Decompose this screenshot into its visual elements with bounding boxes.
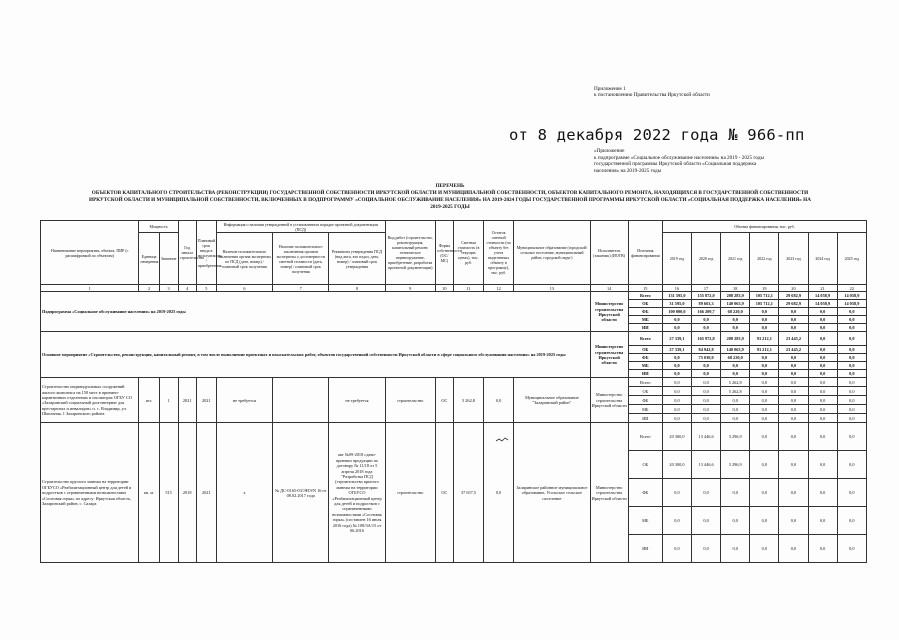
funding-source: Всего [628,378,662,387]
funding-value: 208 283,9 [721,292,750,300]
funding-value: 0,0 [750,354,779,362]
funding-value: 0,0 [808,414,837,423]
funding-value: 0,0 [837,405,866,414]
object-ownership: ОС [435,378,453,423]
funding-value: 0,0 [750,535,779,563]
column-number: 16 [662,285,691,292]
funding-value: 0,0 [721,479,750,507]
col-header-name: Наименование мероприятия, объекта, ПИР (с расшифровкой по объектам) [41,221,139,285]
column-number: 2 [139,285,159,292]
col-header-estimate: Сметная стоимость (в текущих ценах), тыс. руб. [453,221,483,285]
funding-value: 0,0 [662,316,691,324]
funding-value: 14 058,9 [808,300,837,308]
col-header-docs-b: Наличие положительного заключения органов экспертизы о достоверности сметной стоимости (дата, номер) / плановый срок получения [273,233,329,285]
col-header-remaining: Остаток сметной стоимости (по объекту без учета выделенных объекту в программу), тыс. руб. [484,221,514,285]
funding-value: 93 212,1 [750,346,779,354]
funding-value: 0,0 [721,535,750,563]
funding-value: 23 445,2 [779,346,808,354]
funding-value: 0,0 [779,354,808,362]
funding-value: 5 262,8 [721,387,750,396]
col-header-start-year: Год начала строительства [178,221,196,285]
column-number: 12 [484,285,514,292]
funding-value: 0,0 [692,370,721,378]
funding-value: 0,0 [808,507,837,535]
funding-value: 0,0 [692,507,721,535]
appendix-line: к подпрограмме «Социальное обслуживание населения» на 2019 - 2025 годы [594,154,764,161]
column-number: 15 [628,285,662,292]
funding-value: 140 063,9 [721,346,750,354]
funding-value: 0,0 [692,414,721,423]
funding-value: 0,0 [750,370,779,378]
funding-value: 0,0 [662,387,691,396]
funding-value: 0,0 [837,378,866,387]
funding-value: 5 262,8 [721,378,750,387]
column-number: 17 [692,285,721,292]
column-number: 13 [514,285,590,292]
column-number: 10 [435,285,453,292]
section-executor: Министерство строительства Иркутской области [590,292,628,332]
object-value: 515 [159,423,178,563]
funding-value: 131 595,0 [662,292,691,300]
funding-value: 0,0 [750,451,779,479]
funding-value: 0,0 [779,479,808,507]
funding-value: 0,0 [662,396,691,405]
funding-value: 0,0 [662,378,691,387]
funding-value: 105 712,1 [750,292,779,300]
object-estimate: 5 262,8 [453,378,483,423]
funding-value: 0,0 [779,362,808,370]
object-docs-c: не требуется [329,378,385,423]
funding-value: 0,0 [837,451,866,479]
col-header-municipality: Муниципальное образование (городской/сельское поселение, муниципальный район, городской округ) [514,221,590,285]
col-header-docs-c: Реквизиты утверждения ПСД (вид акта, кто издал, дата, номер) / плановый срок утверждения [329,233,385,285]
funding-value: 0,0 [808,308,837,316]
col-header-capacity: Мощность [139,221,178,233]
funding-value: 155 872,0 [692,292,721,300]
title-line: ОБЪЕКТОВ КАПИТАЛЬНОГО СТРОИТЕЛЬСТВА (РЕКОНСТРУКЦИИ) ГОСУДАРСТВЕННОЙ СОБСТВЕННОСТИ ИРКУТСКОЙ ОБЛАСТИ И МУНИЦИПАЛЬНОЙ СОБСТВЕННОСТИ, ОБЪЕКТОВ КАПИТАЛЬНОГО РЕМОНТА, НАХОДЯЩИХСЯ В ГОСУДАРСТВЕННОЙ СОБСТВЕННОСТИ [91,190,809,196]
column-number: 7 [273,285,329,292]
funding-source: Всего [628,292,662,300]
object-start-year: 2021 [178,378,196,423]
col-header-docs: Информация о наличии утвержденной в установленном порядке проектной документации (ПСД) [216,221,385,233]
funding-value: 0,0 [837,346,866,354]
appendix-line: «Приложение [594,148,625,154]
object-docs-a: х [216,423,272,563]
object-name: Строительство индивидуальных сооружений жилого комплекса на 150 мест в приемно-карантинных отделениях и изоляторах ОГБУ СО «Заларинский социальный дом-интернат для престарелых и инвалидов» п. с. Владимир, ул. Школьная, 1 Заларинского района [41,378,139,423]
funding-value: 0,0 [662,507,691,535]
object-name: Строительство круглого манежа на территории ОГБУСО «Реабилитационный центр для детей и подростков с ограниченными возможностями «Сосновая горка» по адресу: Иркутская область, Заларинский район, с. Сахара [41,423,139,563]
table-row [41,332,867,346]
funding-value: 0,0 [779,535,808,563]
appendix-line: населения» на 2019-2025 годы [594,167,662,174]
funding-value: 0,0 [779,387,808,396]
funding-value: 29 682,9 [779,300,808,308]
funding-value: 0,0 [837,316,866,324]
funding-value: 0,0 [808,405,837,414]
object-docs-a: не требуется [216,378,272,423]
funding-value: 0,0 [837,387,866,396]
funding-value: 0,0 [837,423,866,451]
funding-value: 29 682,9 [779,292,808,300]
funding-value: 23 445,2 [779,332,808,346]
column-number: 20 [779,285,808,292]
funding-value: 20 300,0 [662,423,691,451]
object-start-year: 2018 [178,423,196,563]
funding-value: 0,0 [808,362,837,370]
section-name: Основное мероприятие «Строительство, реконструкция, капитальный ремонт, в том числе выполнение проектных и изыскательских работ, объектов государственной собственности Иркутской области в сфере социального обслуживания населения» на 2019-2025 годы [41,332,591,378]
funding-value: 0,0 [837,354,866,362]
funding-value: 31 595,0 [662,300,691,308]
column-number: 5 [196,285,216,292]
column-number: 21 [808,285,837,292]
title-line: ПЕРЕЧЕНЬ [435,183,465,189]
appendix-line: к постановлению Правительства Иркутской области [594,92,710,99]
table-row [41,378,867,387]
funding-value: 0,0 [692,316,721,324]
funding-value: 0,0 [721,362,750,370]
column-number: 14 [590,285,628,292]
col-header-source: Источник финансирования [628,221,662,285]
funding-value: 0,0 [692,387,721,396]
funding-value: 0,0 [779,396,808,405]
funding-value: 0,0 [779,308,808,316]
table-row [41,423,867,451]
funding-value: 14 058,9 [837,300,866,308]
column-number: 11 [453,285,483,292]
funding-value: 14 058,9 [837,292,866,300]
funding-value: 68 220,0 [721,354,750,362]
funding-value: 0,0 [692,324,721,332]
subprogram-appendix-header [594,148,794,174]
funding-source: ОБ [628,451,662,479]
section-executor: Министерство строительства Иркутской области [590,332,628,378]
funding-value: 0,0 [808,332,837,346]
funding-value: 27 339,1 [662,332,691,346]
funding-value: 14 058,9 [808,292,837,300]
funding-value: 0,0 [808,316,837,324]
funding-value: 0,0 [750,378,779,387]
funding-value: 0,0 [808,396,837,405]
funding-value: 13 446,6 [692,423,721,451]
funding-value: 0,0 [779,423,808,451]
funding-value: 0,0 [808,346,837,354]
funding-value: 0,0 [837,479,866,507]
funding-source: МБ [628,507,662,535]
col-header-year: 2022 год [750,233,779,285]
column-number: 22 [837,285,866,292]
funding-source: ФБ [628,308,662,316]
funding-value: 0,0 [750,362,779,370]
funding-value: 0,0 [662,324,691,332]
title-line: ИРКУТСКОЙ ОБЛАСТИ И МУНИЦИПАЛЬНОЙ СОБСТВЕННОСТИ, ВКЛЮЧЕННЫХ В ПОДПРОГРАММУ «СОЦИАЛЬНОЕ ОБСЛУЖИВАНИЕ НАСЕЛЕНИЯ» НА 2019-2024 ГОДЫ ГОСУДАРСТВЕННОЙ ПРОГРАММЫ ИРКУТСКОЙ ОБЛАСТИ «СОЦИАЛЬНАЯ ПОДДЕРЖКА НАСЕЛЕНИЯ» НА [89,197,811,203]
funding-value: 0,0 [808,451,837,479]
funding-value: 0,0 [808,387,837,396]
column-number: 6 [216,285,272,292]
funding-source: ОБ [628,387,662,396]
funding-value: 0,0 [779,507,808,535]
object-remaining: 0,0 [484,378,514,423]
funding-source: ИИ [628,324,662,332]
funding-value: 68 220,0 [721,308,750,316]
funding-value: 0,0 [692,396,721,405]
funding-value: 105 712,1 [750,300,779,308]
funding-value: 0,0 [837,370,866,378]
object-value: 1 [159,378,178,423]
funding-source: МБ [628,362,662,370]
column-numbers-row [41,285,867,292]
object-plan-year: 2021 [196,378,216,423]
table-row [41,292,867,300]
pen-mark-icon [495,437,509,443]
funding-value: 0,0 [662,362,691,370]
col-header-year: 2021 год [721,233,750,285]
funding-value: 166 209,7 [692,308,721,316]
funding-source: МБ [628,405,662,414]
funding-source: Всего [628,423,662,451]
funding-value: 13 446,6 [692,451,721,479]
column-number: 4 [178,285,196,292]
object-work-type: строительство [385,423,435,563]
funding-value: 0,0 [692,405,721,414]
object-municipality: Заларинское районное муниципальное образование, Усольское сельское поселение [514,423,590,563]
col-header-docs-a: Наличие положительного заключения органа экспертизы по ПСД (дата, номер) / плановый срок получения [216,233,272,285]
object-estimate: 37 657,5 [453,423,483,563]
col-header-year: 2025 год [837,233,866,285]
funding-value: 208 283,9 [721,332,750,346]
funding-value: 93 212,1 [750,332,779,346]
funding-source: ИИ [628,535,662,563]
funding-value: 0,0 [808,354,837,362]
funding-value: 0,0 [692,362,721,370]
appendix-line: государственной программы Иркутской области «Социальная поддержка [594,161,757,168]
col-header-year: 2024 год [808,233,837,285]
funding-value: 0,0 [662,414,691,423]
funding-value: 0,0 [779,316,808,324]
funding-value: 0,0 [721,316,750,324]
funding-value: 0,0 [779,378,808,387]
appendix-line: Приложение 1 [594,86,626,92]
object-docs-c: акт №09-2018 сдачи-приемки продукции по договору № 11/18 от 5 апреля 2018 года "Разработка ПСД (строительство крытого манежа на территории ОГБУСО «Реабилитационный центр для детей и подростков с ограниченными возможностями «Сосновая горка» (составлен 16 июля 2016 года) № 108/ЗА/15 от 06.2016 [329,423,385,563]
funding-value: 0,0 [662,354,691,362]
funding-source: МБ [628,316,662,324]
column-number: 8 [329,285,385,292]
object-ownership: ОС [435,423,453,563]
funding-value: 0,0 [808,535,837,563]
col-header-year: 2020 год [692,233,721,285]
column-number: 19 [750,285,779,292]
col-header-ownership: Форма собственности (ОС/МС) [435,221,453,285]
appendix-header [594,86,710,99]
funding-value: 0,0 [750,414,779,423]
object-remaining: 0,0 [484,423,514,563]
funding-value: 0,0 [692,535,721,563]
funding-value: 0,0 [662,405,691,414]
resolution-stamp: от 8 декабря 2022 года № 966-пп [509,126,805,144]
funding-value: 0,0 [808,378,837,387]
funding-value: 0,0 [721,507,750,535]
funding-value: 3 296,9 [721,423,750,451]
funding-value: 84 942,8 [692,346,721,354]
funding-value: 0,0 [837,414,866,423]
funding-source: ОБ [628,300,662,308]
funding-value: 0,0 [721,405,750,414]
funding-value: 0,0 [721,414,750,423]
funding-value: 3 296,9 [721,451,750,479]
object-executor: Министерство строительства Иркутской области [590,423,628,563]
funding-value: 89 663,3 [692,300,721,308]
object-plan-year: 2021 [196,423,216,563]
funding-source: ОБ [628,346,662,354]
funding-value: 0,0 [779,370,808,378]
funding-value: 27 339,1 [662,346,691,354]
funding-value: 0,0 [837,535,866,563]
funding-value: 0,0 [662,535,691,563]
col-header-unit: Единица измерения [139,233,159,285]
col-header-executor: Исполнитель (заказчик) (ИОГВ) [590,221,628,285]
funding-value: 0,0 [808,479,837,507]
funding-value: 0,0 [692,378,721,387]
column-number: 9 [385,285,435,292]
object-work-type: строительство [385,378,435,423]
col-header-year: 2023 год [779,233,808,285]
objects-table-body [41,292,867,563]
funding-value: 0,0 [750,316,779,324]
funding-value: 0,0 [837,362,866,370]
funding-source: ФБ [628,479,662,507]
section-name: Подпрограмма «Социальное обслуживание населения» на 2019-2025 годы [41,292,591,332]
col-header-year: 2019 год [662,233,691,285]
funding-value: 0,0 [692,479,721,507]
funding-value: 0,0 [779,405,808,414]
title-line: 2019-2025 ГОДЫ [430,204,470,210]
funding-value: 0,0 [750,423,779,451]
funding-value: 75 030,0 [692,354,721,362]
funding-value: 0,0 [808,370,837,378]
funding-value: 0,0 [750,387,779,396]
object-unit: шт. [139,378,159,423]
funding-value: 20 300,0 [662,451,691,479]
funding-value: 0,0 [750,396,779,405]
column-number: 3 [159,285,178,292]
col-header-funding: Объемы финансирования, тыс. руб. [662,221,866,233]
col-header-value: Значение [159,233,178,285]
funding-value: 0,0 [837,308,866,316]
objects-table [40,220,867,563]
funding-value: 0,0 [750,507,779,535]
funding-value: 0,0 [779,451,808,479]
column-number: 18 [721,285,750,292]
funding-value: 140 063,9 [721,300,750,308]
funding-value: 0,0 [750,324,779,332]
object-docs-b: № ДС-0165-03/ЭНЭ/N 16 от 08.02.2017 года [273,423,329,563]
funding-value: 0,0 [837,332,866,346]
funding-value: 0,0 [837,507,866,535]
funding-value: 0,0 [750,308,779,316]
col-header-plan-year: Плановый срок ввода в эксплуатацию / приобретения [196,221,216,285]
funding-value: 0,0 [721,370,750,378]
funding-value: 0,0 [662,370,691,378]
funding-value: 0,0 [750,479,779,507]
object-municipality: Муниципальное образование "Заларинский район" [514,378,590,423]
funding-value: 0,0 [721,396,750,405]
funding-value: 0,0 [837,396,866,405]
funding-value: 165 972,8 [692,332,721,346]
funding-value: 0,0 [779,414,808,423]
document-title [40,183,860,211]
col-header-work-type: Вид работ (строительство, реконструкция, капитальный ремонт, техническое перевооружение, приобретение, разработка проектной документации) [385,221,435,285]
funding-source: ИИ [628,414,662,423]
funding-source: Всего [628,332,662,346]
funding-value: 0,0 [808,324,837,332]
funding-value: 0,0 [750,405,779,414]
funding-value: 100 000,0 [662,308,691,316]
funding-value: 0,0 [808,423,837,451]
funding-source: ИИ [628,370,662,378]
funding-value: 0,0 [779,324,808,332]
object-executor: Министерство строительства Иркутской области [590,378,628,423]
funding-value: 0,0 [662,479,691,507]
object-docs-b [273,378,329,423]
funding-value: 0,0 [837,324,866,332]
funding-source: ФБ [628,354,662,362]
object-unit: кв. м. [139,423,159,563]
funding-source: ФБ [628,396,662,405]
column-number: 1 [41,285,139,292]
funding-value: 0,0 [721,324,750,332]
